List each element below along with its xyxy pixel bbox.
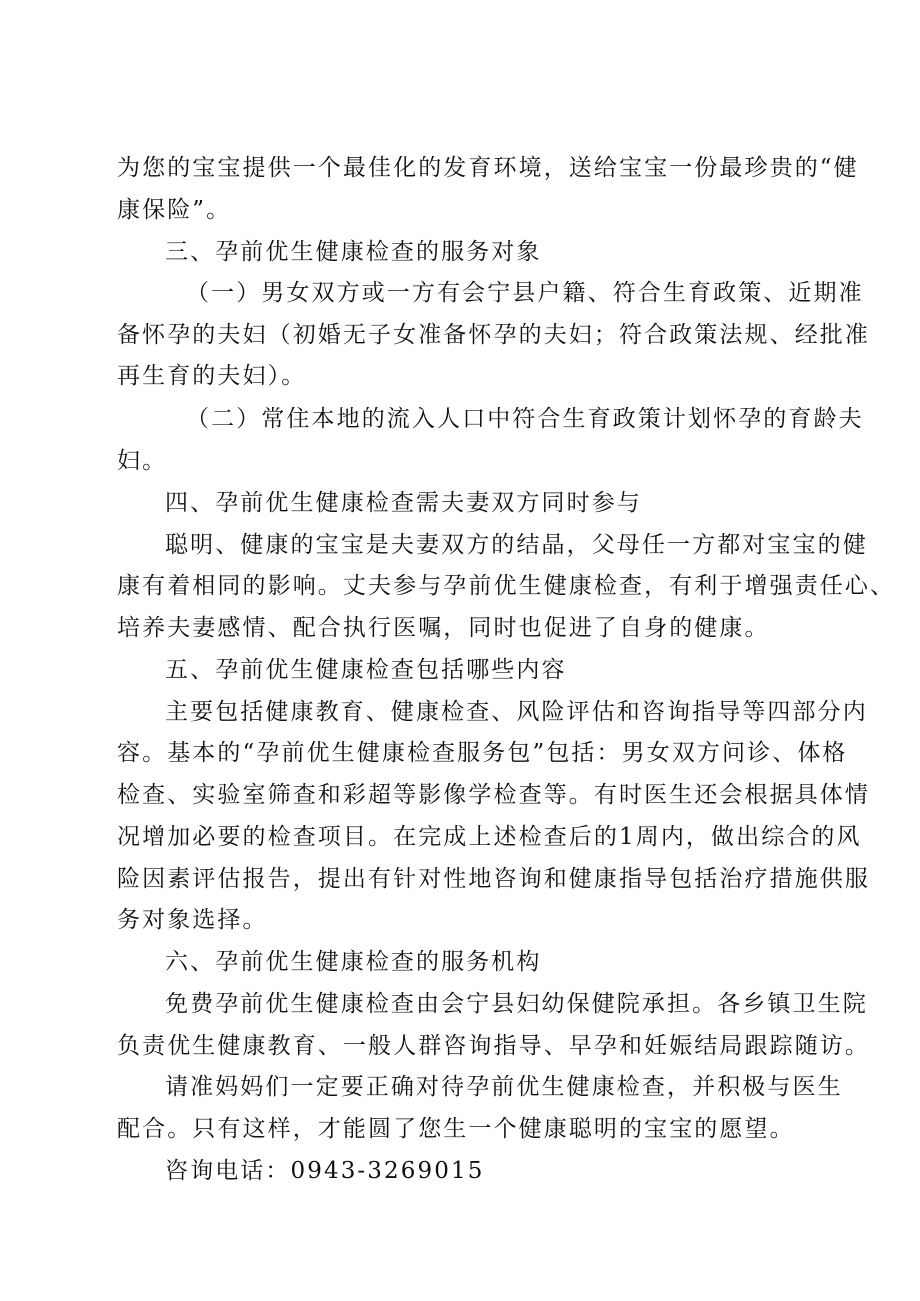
section-5-heading: 五、孕前优生健康检查包括哪些内容 [165, 657, 567, 683]
section-5-line-1: 主要包括健康教育、健康检查、风险评估和咨询指导等四部分内 [165, 699, 868, 725]
intro-line-2: 康保险”。 [117, 197, 232, 223]
closing-line-2: 配合。只有这样，才能圆了您生一个健康聪明的宝宝的愿望。 [117, 1116, 795, 1142]
section-4-line-3: 培养夫妻感情、配合执行医嘱，同时也促进了自身的健康。 [117, 615, 770, 641]
section-5-line-3: 检查、实验室筛查和彩超等影像学检查等。有时医生还会根据具体情 [117, 782, 870, 808]
section-3-item-1-line-1: （一）男女双方或一方有会宁县户籍、符合生育政策、近期准 [186, 280, 864, 306]
section-3-item-2-line-1: （二）常住本地的流入人口中符合生育政策计划怀孕的育龄夫 [186, 406, 864, 432]
section-3-item-2-line-2: 妇。 [117, 448, 168, 474]
section-4-heading: 四、孕前优生健康检查需夫妻双方同时参与 [165, 490, 642, 516]
closing-line-1: 请准妈妈们一定要正确对待孕前优生健康检查，并积极与医生 [165, 1074, 843, 1100]
section-3-heading: 三、孕前优生健康检查的服务对象 [165, 239, 542, 265]
section-5-line-2: 容。基本的“孕前优生健康检查服务包”包括：男女双方问诊、体格 [117, 740, 848, 766]
intro-line-1: 为您的宝宝提供一个最佳化的发育环境，送给宝宝一份最珍贵的“健 [117, 155, 859, 181]
section-5-line-5: 险因素评估报告，提出有针对性地咨询和健康指导包括治疗措施供服 [117, 866, 870, 892]
section-4-line-1: 聪明、健康的宝宝是夫妻双方的结晶，父母任一方都对宝宝的健 [165, 532, 868, 558]
contact-phone: 咨询电话：0943-3269015 [165, 1158, 485, 1184]
section-3-item-1-line-3: 再生育的夫妇）。 [117, 363, 307, 389]
section-3-item-1-line-2: 备怀孕的夫妇（初婚无子女准备怀孕的夫妇；符合政策法规、经批准 [117, 322, 870, 348]
section-6-line-2: 负责优生健康教育、一般人群咨询指导、早孕和妊娠结局跟踪随访。 [117, 1033, 870, 1059]
section-5-line-6: 务对象选择。 [117, 907, 268, 933]
section-6-heading: 六、孕前优生健康检查的服务机构 [165, 949, 542, 975]
section-4-line-2: 康有着相同的影响。丈夫参与孕前优生健康检查，有利于增强责任心、 [117, 573, 896, 599]
section-5-line-4: 况增加必要的检查项目。在完成上述检查后的1周内，做出综合的风 [117, 824, 862, 850]
section-6-line-1: 免费孕前优生健康检查由会宁县妇幼保健院承担。各乡镇卫生院 [165, 991, 868, 1017]
